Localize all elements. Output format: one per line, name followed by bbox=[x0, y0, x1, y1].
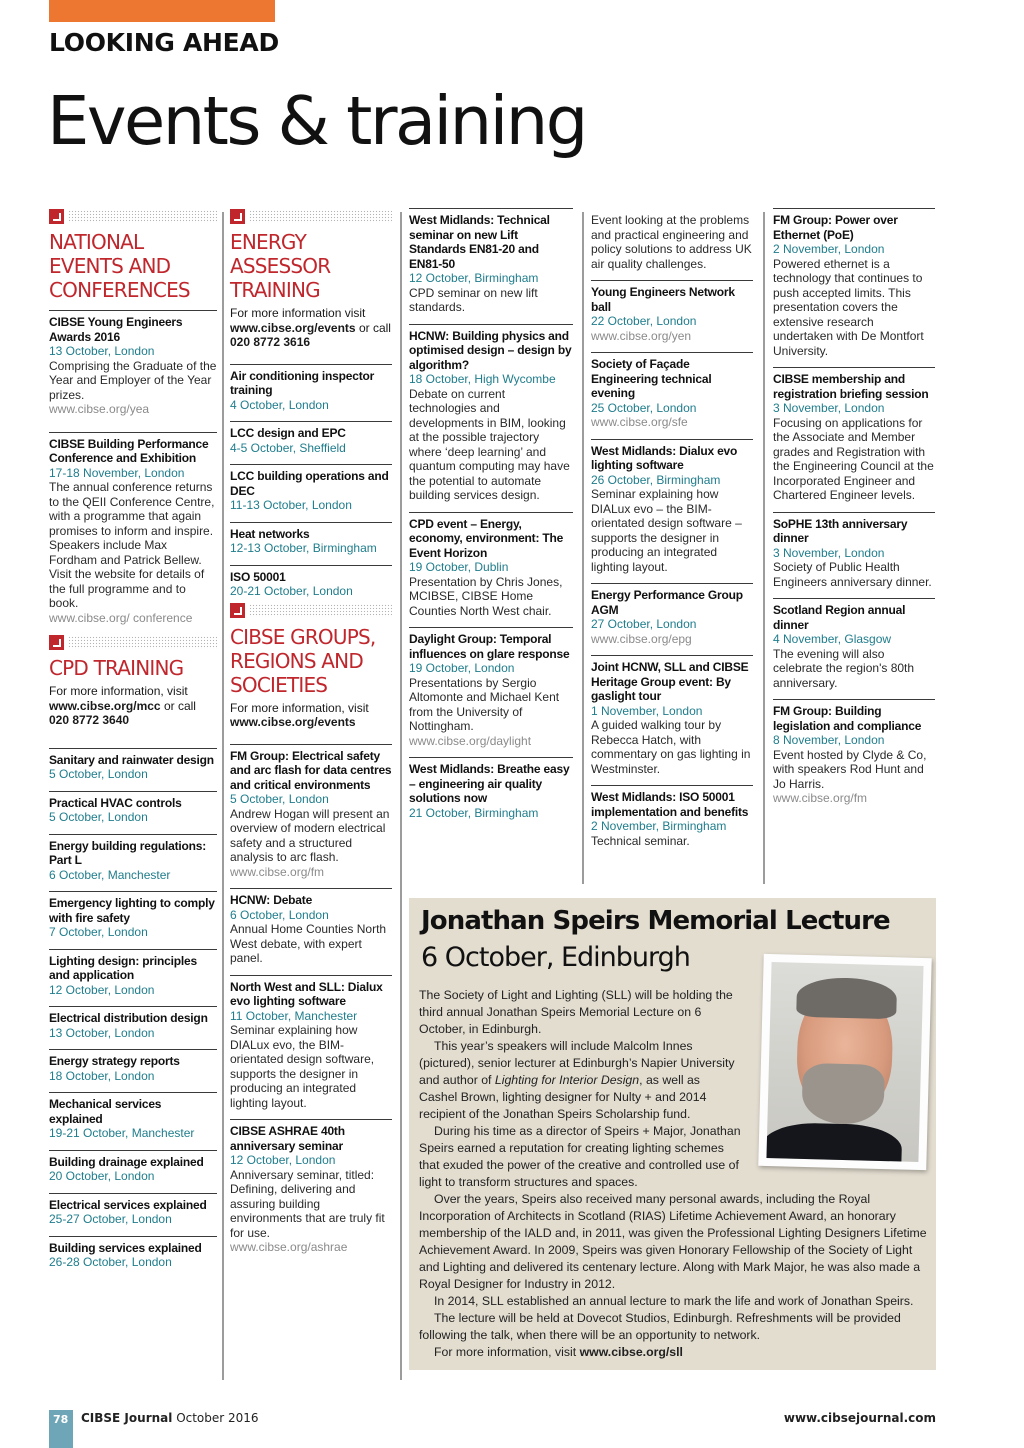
event-item: Heat networks 12-13 October, Birmingham bbox=[230, 522, 392, 556]
arrow-corner-icon bbox=[49, 209, 64, 224]
event-link[interactable]: www.cibse.org/ashrae bbox=[230, 1240, 348, 1254]
event-item: Society of Façade Engineering technical evening 25 October, London www.cibse.org/sfe bbox=[591, 352, 753, 430]
footer-publication: CIBSE Journal October 2016 bbox=[81, 1411, 259, 1425]
event-item: North West and SLL: Dialux evo lighting software 11 October, Manchester Seminar explaining how DIALux evo, the BIM-orientated design software, supports the designer in producing an integrated lighting layout. bbox=[230, 975, 392, 1111]
event-item: LCC building operations and DEC 11-13 October, London bbox=[230, 464, 392, 513]
section-kicker: LOOKING AHEAD bbox=[49, 28, 279, 57]
event-item: West Midlands: Technical seminar on new Lift Standards EN81-20 and EN81-50 12 October, Birmingham CPD seminar on new lift standards. bbox=[409, 208, 573, 315]
energy-link[interactable]: www.cibse.org/events bbox=[230, 320, 356, 335]
event-item: Air conditioning inspector training 4 October, London bbox=[230, 364, 392, 413]
cpd-link[interactable]: www.cibse.org/mcc bbox=[49, 698, 161, 713]
section-marker bbox=[49, 208, 217, 224]
event-item: Scotland Region annual dinner 4 November, Glasgow The evening will also celebrate the region's 80th anniversary. bbox=[773, 598, 935, 690]
event-item: Emergency lighting to comply with fire safety 7 October, London bbox=[49, 891, 217, 940]
event-item: ISO 50001 20-21 October, London bbox=[230, 565, 392, 599]
event-item: Young Engineers Network ball 22 October, London www.cibse.org/yen bbox=[591, 280, 753, 343]
event-item: CIBSE Building Performance Conference and Exhibition 17-18 November, London The annual conference returns to the QEII Conference Centre, with a programme that again promises to inform and inspire. Speakers include Max Fordham and Patrick Bellew. Visit the website for details of the full programme and to book. www.cibse.org/ conference bbox=[49, 432, 217, 626]
cpd-phone: 020 8772 3640 bbox=[49, 713, 130, 727]
event-item: CIBSE Young Engineers Awards 2016 13 October, London Comprising the Graduate of the Year and Employer of the Year prizes. www.cibse.org/yea bbox=[49, 310, 217, 417]
event-item: Energy building regulations: Part L 6 October, Manchester bbox=[49, 834, 217, 883]
event-continued-desc: Event looking at the problems and practical engineering and policy solutions to address UK air quality challenges. bbox=[591, 213, 752, 271]
event-link[interactable]: www.cibse.org/yea bbox=[49, 402, 150, 416]
section-intro: For more information, visit www.cibse.org/events bbox=[230, 700, 369, 729]
section-heading-groups: CIBSE GROUPS, REGIONS AND SOCIETIES bbox=[230, 624, 376, 697]
event-item: FM Group: Power over Ethernet (PoE) 2 November, London Powered ethernet is a technology that continues to push accepted limits. This presentation covers the extensive research undertaken with De Montfort University. bbox=[773, 208, 935, 358]
energy-phone: 020 8772 3616 bbox=[230, 335, 311, 349]
event-item: HCNW: Building physics and optimised design – design by algorithm? 18 October, High Wycombe Debate on current technologies and developments in BIM, looking at the possible trajectory where ‘deep learning’ and quantum computing may have the potential to automate building services design. bbox=[409, 324, 573, 503]
event-item: Building services explained 26-28 October, London bbox=[49, 1236, 217, 1270]
section-marker bbox=[230, 208, 392, 224]
event-item: West Midlands: Breathe easy – engineering air quality solutions now 21 October, Birmingham bbox=[409, 757, 573, 820]
lecture-title: Jonathan Speirs Memorial Lecture bbox=[421, 906, 890, 936]
column-5 bbox=[773, 208, 935, 815]
event-link[interactable]: www.cibse.org/daylight bbox=[409, 733, 532, 748]
section-intro: For more information visit www.cibse.org/events or call 020 8772 3616 bbox=[230, 306, 391, 349]
featured-lecture-box bbox=[409, 898, 936, 1370]
event-link[interactable]: www.cibse.org/epg bbox=[591, 631, 692, 646]
event-link[interactable]: www.cibse.org/yen bbox=[591, 328, 692, 343]
column-4 bbox=[591, 213, 753, 857]
section-marker bbox=[230, 603, 392, 619]
event-item: FM Group: Building legislation and compliance 8 November, London Event hosted by Clyde & Co, with speakers Rod Hunt and Jo Harris. www.cibse.org/fm bbox=[773, 699, 935, 806]
page-title: Events & training bbox=[47, 82, 586, 160]
column-divider bbox=[222, 212, 224, 1380]
column-1 bbox=[49, 208, 217, 1279]
event-item: Daylight Group: Temporal influences on glare response 19 October, London Presentations by Sergio Altomonte and Michael Kent from the University of Nottingham. www.cibse.org/daylight bbox=[409, 627, 573, 748]
section-intro: For more information, visit www.cibse.org/mcc or call 020 8772 3640 bbox=[49, 684, 196, 727]
event-item: Energy Performance Group AGM 27 October, London www.cibse.org/epg bbox=[591, 583, 753, 646]
event-item: FM Group: Electrical safety and arc flash for data centres and critical environments 5 October, London Andrew Hogan will present an overview of modern electrical safety and a structured analysis to arc flash. www.cibse.org/fm bbox=[230, 744, 392, 880]
header-accent-bar bbox=[49, 0, 275, 22]
event-link[interactable]: www.cibse.org/fm bbox=[230, 864, 325, 879]
section-heading-cpd: CPD TRAINING bbox=[49, 656, 184, 680]
event-link[interactable]: www.cibse.org/fm bbox=[773, 791, 868, 805]
event-item: SoPHE 13th anniversary dinner 3 November, London Society of Public Health Engineers anniversary dinner. bbox=[773, 512, 935, 590]
event-link[interactable]: www.cibse.org/ conference bbox=[49, 610, 193, 625]
page-number: 78 bbox=[53, 1413, 69, 1426]
event-item: Joint HCNW, SLL and CIBSE Heritage Group event: By gaslight tour 1 November, London A guided walking tour by Rebecca Hatch, with commentary on gas lighting in Westminster. bbox=[591, 655, 753, 776]
lecture-link[interactable]: www.cibse.org/sll bbox=[579, 1345, 683, 1359]
event-item: CIBSE membership and registration briefing session 3 November, London Focusing on applications for the Associate and Member grades and Registration with the Engineering Council at the Incorporated Engineer and Chartered Engineer levels. bbox=[773, 367, 935, 503]
event-item: Practical HVAC controls 5 October, London bbox=[49, 791, 217, 825]
event-item: Mechanical services explained 19-21 October, Manchester bbox=[49, 1092, 217, 1141]
footer-website-link[interactable]: www.cibsejournal.com bbox=[783, 1411, 936, 1425]
section-heading-energy: ENERGY ASSESSOR TRAINING bbox=[230, 230, 331, 302]
column-3 bbox=[409, 208, 573, 829]
column-divider bbox=[582, 212, 584, 884]
event-item: HCNW: Debate 6 October, London Annual Home Counties North West debate, with expert panel. bbox=[230, 888, 392, 966]
event-item: Building drainage explained 20 October, London bbox=[49, 1150, 217, 1184]
event-item: CIBSE ASHRAE 40th anniversary seminar 12 October, London Anniversary seminar, titled: Defining, delivering and assuring building environments that are truly fit for use. www.cibse.org/ashrae bbox=[230, 1119, 392, 1255]
event-item: West Midlands: Dialux evo lighting software 26 October, Birmingham Seminar explaining how DIALux evo – the BIM-orientated design software – supports the designer in producing an integrated lighting layout. bbox=[591, 439, 753, 575]
groups-link[interactable]: www.cibse.org/events bbox=[230, 715, 356, 729]
lecture-date: 6 October, Edinburgh bbox=[421, 942, 690, 973]
column-2 bbox=[230, 208, 392, 1264]
arrow-corner-icon bbox=[230, 209, 245, 224]
event-item: CPD event – Energy, economy, environment: The Event Horizon 19 October, Dublin Presentation by Chris Jones, MCIBSE, CIBSE Home Counties North West chair. bbox=[409, 512, 573, 619]
event-item: West Midlands: ISO 50001 implementation and benefits 2 November, Birmingham Technical seminar. bbox=[591, 785, 753, 848]
event-item: Electrical distribution design 13 October, London bbox=[49, 1006, 217, 1040]
arrow-corner-icon bbox=[49, 635, 64, 650]
event-item: Electrical services explained 25-27 October, London bbox=[49, 1193, 217, 1227]
event-item: Lighting design: principles and application 12 October, London bbox=[49, 949, 217, 998]
column-divider bbox=[400, 212, 402, 1380]
section-heading-national: NATIONAL EVENTS AND CONFERENCES bbox=[49, 230, 190, 302]
event-item: Energy strategy reports 18 October, London bbox=[49, 1049, 217, 1083]
column-divider bbox=[763, 212, 765, 884]
event-item: Sanitary and rainwater design 5 October, London bbox=[49, 748, 217, 782]
event-link[interactable]: www.cibse.org/sfe bbox=[591, 415, 688, 429]
lecture-body: The Society of Light and Lighting (SLL) will be holding the third annual Jonathan Speirs Memorial Lecture on 6 October, in Edinburgh. This year’s speakers will include Malcolm Innes (pictured), senior lecturer at Edinburgh’s Napier University and author of Lighting for Interior Design, as well as Cashel Brown, lighting designer for Nulty + and 2014 recipient of the Jonathan Speirs Scholarship fund. During his time as a director of Speirs + Major, Jonathan Speirs earned a reputation for creating lighting schemes that exuded the power of the creative and controlled use of light to transform structures and spaces. Over the years, Speirs also received many personal awards, including the Royal Incorporation of Architects in Scotland (RIAS) Lifetime Achievement Award, an honorary membership of the IALD and, in 2011, was given the Professional Lighting Designers Lifetime Achievement Award. In 2009, Speirs was given Honorary Fellowship of the Society of Light and Lighting and delivered its centenary lecture. Along with Mark Major, he was also made a Royal Designer for Industry in 2012. In 2014, SLL established an annual lecture to mark the life and work of Jonathan Speirs. The lecture will be held at Dovecot Studios, Edinburgh. Refreshments will be provided following the talk, when there will be an opportunity to network. For more information, visit www.cibse.org/sll bbox=[419, 988, 927, 1359]
arrow-corner-icon bbox=[230, 603, 245, 618]
section-marker bbox=[49, 634, 217, 650]
event-item: LCC design and EPC 4-5 October, Sheffield bbox=[230, 421, 392, 455]
